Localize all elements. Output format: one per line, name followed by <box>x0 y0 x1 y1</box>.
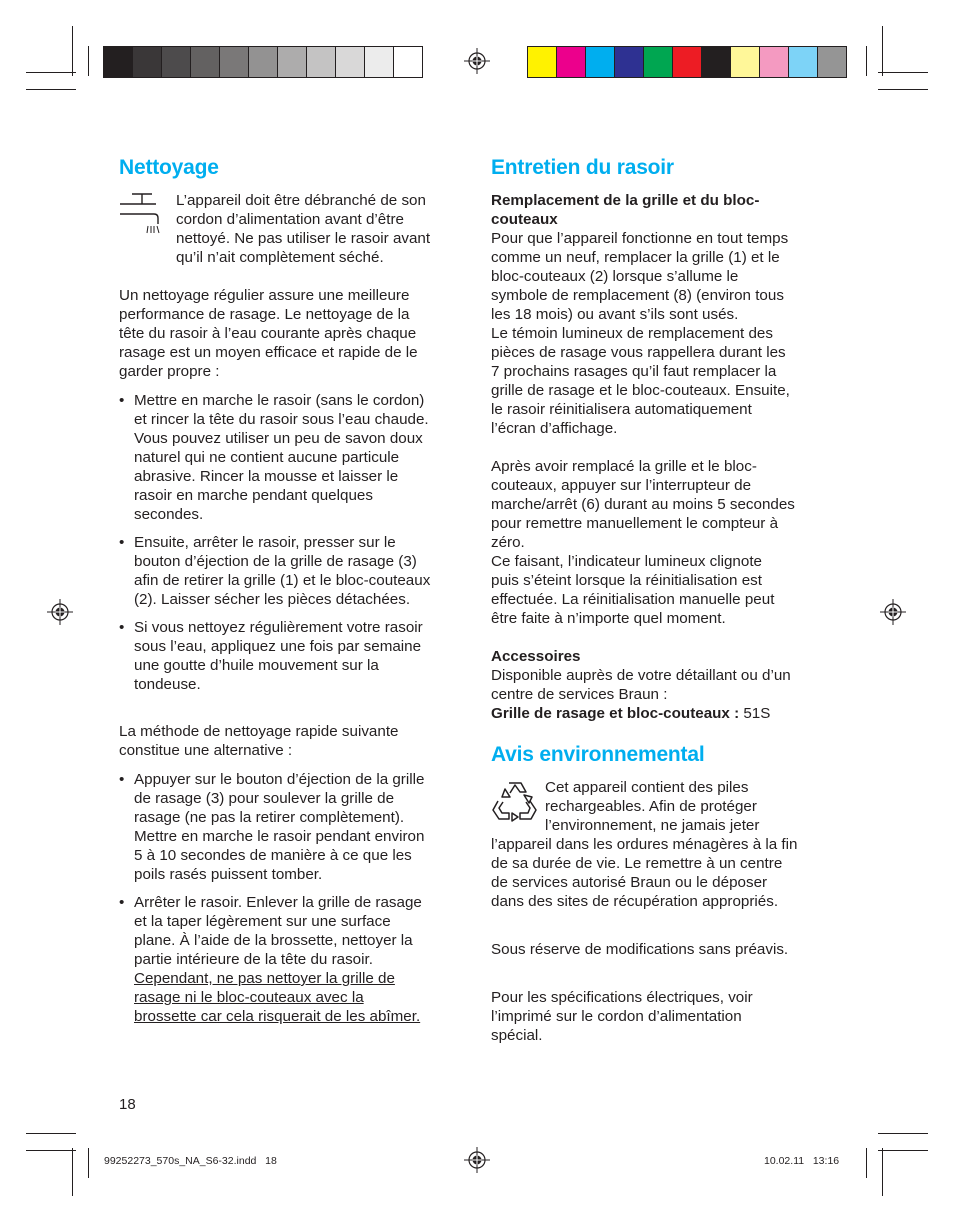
text-line: 7 prochains rasages qu’il faut remplacer la <box>491 363 777 380</box>
crop-mark <box>878 72 928 73</box>
warning-text: rasage ni le bloc-couteaux avec la <box>134 989 364 1006</box>
color-swatch <box>818 47 846 77</box>
text-line: qu’il n’ait complètement séché. <box>176 249 384 266</box>
crop-mark <box>882 26 883 76</box>
color-swatch <box>673 47 702 77</box>
cleaning-step <box>119 533 469 609</box>
grayscale-color-bar <box>103 46 423 78</box>
color-swatch <box>557 47 586 77</box>
crop-mark <box>88 1148 89 1178</box>
text-line: rasage est un moyen efficace et rapide de le <box>119 344 418 361</box>
text-line: constitue une alternative : <box>119 742 293 759</box>
text-line <box>134 1007 469 1026</box>
text-line: cordon d’alimentation avant d’être <box>176 211 404 228</box>
color-swatch <box>394 47 422 77</box>
text-line: le rasoir réinitialisera automatiquement <box>491 401 752 418</box>
cleaning-step <box>119 391 469 524</box>
color-swatch <box>615 47 644 77</box>
text-line: l’imprimé sur le cordon d’alimentation <box>491 1008 742 1025</box>
section-title-environnement: Avis environnemental <box>491 743 705 766</box>
text-line: marche/arrêt (6) durant au moins 5 secondes <box>491 496 795 513</box>
crop-mark <box>72 1148 73 1196</box>
text-line: • Appuyer sur le bouton d’éjection de la grille <box>134 771 425 788</box>
color-swatch <box>278 47 307 77</box>
text-line: garder propre : <box>119 363 220 380</box>
warning-text: Cependant, ne pas nettoyer la grille de <box>134 970 395 987</box>
text-line: être faite à n’importe quel moment. <box>491 610 726 627</box>
text-line: zéro. <box>491 534 525 551</box>
registration-mark-icon <box>880 599 906 625</box>
color-swatch <box>528 47 557 77</box>
text-line: • Si vous nettoyez régulièrement votre rasoir <box>134 619 423 636</box>
color-swatch <box>644 47 673 77</box>
text-line: pour remettre manuellement le compteur à <box>491 515 779 532</box>
text-line: sous l’eau, appliquez une fois par semaine <box>134 638 422 655</box>
crop-mark <box>866 46 867 76</box>
text-line: pièces de rasage vous rappellera durant les <box>491 344 786 361</box>
text-line: puis s’éteint lorsque la réinitialisation est <box>491 572 762 589</box>
text-line: Un nettoyage régulier assure une meilleure <box>119 287 410 304</box>
text-line: les 18 mois) ou avant s’ils sont usés. <box>491 306 739 323</box>
text-line: grille de rasage et le bloc-couteaux. Ensuite, <box>491 382 790 399</box>
registration-mark-icon <box>464 48 490 74</box>
modification-notice: Sous réserve de modifications sans préavis. <box>491 941 789 958</box>
text-line: de sa durée de vie. Le remettre à un centre <box>491 855 783 872</box>
nettoyage-paragraph <box>119 286 469 381</box>
crop-mark <box>882 1148 883 1196</box>
text-line: Le témoin lumineux de remplacement des <box>491 325 773 342</box>
text-line: secondes. <box>134 506 204 523</box>
text-line: spécial. <box>491 1027 543 1044</box>
color-swatch <box>789 47 818 77</box>
text-line: L’appareil doit être débranché de son <box>176 192 426 209</box>
text-line: couteaux, appuyer sur l’interrupteur de <box>491 477 752 494</box>
text-line: rasoir en marche pendant quelques <box>134 487 373 504</box>
text-line: comme un neuf, remplacer la grille (1) et le <box>491 249 780 266</box>
accessories-item-label: Grille de rasage et bloc-couteaux : <box>491 705 740 722</box>
nettoyage-intro <box>176 191 466 267</box>
text-line: Après avoir remplacé la grille et le bloc- <box>491 458 757 475</box>
text-line: Pour les spécifications électriques, voir <box>491 989 753 1006</box>
accessories-paragraph <box>491 666 836 704</box>
page-number: 18 <box>119 1096 136 1113</box>
color-swatch <box>133 47 162 77</box>
cleaning-step <box>119 618 469 694</box>
text-line: abrasive. Rincer la mousse et laisser le <box>134 468 399 485</box>
crop-mark <box>88 46 89 76</box>
color-swatch <box>162 47 191 77</box>
text-line: l’appareil dans les ordures ménagères à la fin <box>491 836 798 853</box>
text-line: naturel qui ne contient aucune particule <box>134 449 400 466</box>
text-line: • Ensuite, arrêter le rasoir, presser sur le <box>134 534 396 551</box>
text-line: Cet appareil contient des piles <box>545 779 749 796</box>
text-line: • Arrêter le rasoir. Enlever la grille de rasage <box>134 894 422 911</box>
text-line: tondeuse. <box>134 676 201 693</box>
subheading-accessories: Accessoires <box>491 648 581 665</box>
text-line <box>134 988 469 1007</box>
text-line: Mettre en marche le rasoir pendant environ <box>134 828 425 845</box>
text-line: rechargeables. Afin de protéger <box>545 798 757 815</box>
crop-mark <box>72 26 73 76</box>
text-line: 5 à 10 secondes de manière à ce que les <box>134 847 412 864</box>
text-line: l’environnement, ne jamais jeter <box>545 817 760 834</box>
quick-cleaning-step <box>119 770 469 884</box>
section-title-entretien: Entretien du rasoir <box>491 156 674 179</box>
text-line: Pour que l’appareil fonctionne en tout temps <box>491 230 789 247</box>
color-swatch <box>220 47 249 77</box>
warning-text: brossette car cela risquerait de les abîmer. <box>134 1008 421 1025</box>
quick-cleaning-step <box>119 893 469 1026</box>
registration-mark-icon <box>464 1147 490 1173</box>
text-line: tête du rasoir à l’eau courante après chaque <box>119 325 417 342</box>
text-line <box>134 969 469 988</box>
alternative-method-paragraph <box>119 722 469 760</box>
crop-mark <box>866 1148 867 1178</box>
environment-paragraph <box>491 835 836 911</box>
text-line: rasage (ne pas la retirer complètement). <box>134 809 405 826</box>
text-line: plane. À l’aide de la brossette, nettoyer la <box>134 932 413 949</box>
color-swatch <box>586 47 615 77</box>
process-color-bar <box>527 46 847 78</box>
environment-body <box>491 778 836 1045</box>
text-line: et la taper légèrement sur une surface <box>134 913 391 930</box>
color-swatch <box>702 47 731 77</box>
crop-mark <box>26 1133 76 1134</box>
crop-mark <box>26 89 76 90</box>
footer-date-time: 10.02.11 13:16 <box>764 1155 840 1167</box>
text-line: et rincer la tête du rasoir sous l’eau chaude. <box>134 411 429 428</box>
text-line: bloc-couteaux (2) lorsque s’allume le <box>491 268 739 285</box>
color-swatch <box>760 47 789 77</box>
nettoyage-steps-list <box>119 391 469 694</box>
unplug-water-icon <box>118 192 164 234</box>
subheading-replacement <box>491 191 836 229</box>
environment-intro <box>491 778 836 835</box>
color-swatch <box>307 47 336 77</box>
text-line: Ce faisant, l’indicateur lumineux clignote <box>491 553 762 570</box>
replacement-paragraph <box>491 229 836 438</box>
color-swatch <box>104 47 133 77</box>
text-line: bouton d’éjection de la grille de rasage (3) <box>134 553 417 570</box>
text-line: symbole de remplacement (8) (environ tous <box>491 287 784 304</box>
text-line: La méthode de nettoyage rapide suivante <box>119 723 399 740</box>
crop-mark <box>26 72 76 73</box>
color-swatch <box>191 47 220 77</box>
text-line: de rasage (3) pour soulever la grille de <box>134 790 395 807</box>
crop-mark <box>878 1150 928 1151</box>
text-line: effectuée. La réinitialisation manuelle peut <box>491 591 775 608</box>
text-line: de services autorisé Braun ou le déposer <box>491 874 768 891</box>
accessories-item <box>491 704 836 723</box>
text-line: (2). Laisser sécher les pièces détachées. <box>134 591 411 608</box>
text-line: une goutte d’huile mouvement sur la <box>134 657 379 674</box>
text-line: • Mettre en marche le rasoir (sans le cordon) <box>134 392 425 409</box>
text-line: l’écran d’affichage. <box>491 420 618 437</box>
crop-mark <box>26 1150 76 1151</box>
text-line: centre de services Braun : <box>491 686 668 703</box>
text-line: performance de rasage. Le nettoyage de la <box>119 306 410 323</box>
text-line: Vous pouvez utiliser un peu de savon doux <box>134 430 423 447</box>
crop-mark <box>878 89 928 90</box>
text-line: afin de retirer la grille (1) et le bloc-couteaux <box>134 572 431 589</box>
crop-mark <box>878 1133 928 1134</box>
accessories-item-value: 51S <box>739 705 771 722</box>
nettoyage-body <box>119 286 469 1035</box>
color-swatch <box>365 47 394 77</box>
text-line: Remplacement de la grille et du bloc- <box>491 192 760 209</box>
electrical-specs-note <box>491 988 836 1045</box>
color-swatch <box>731 47 760 77</box>
color-swatch <box>249 47 278 77</box>
registration-mark-icon <box>47 599 73 625</box>
entretien-body <box>491 191 836 723</box>
reset-paragraph <box>491 457 836 628</box>
text-line: partie intérieure de la tête du rasoir. <box>134 951 373 968</box>
footer-file-info: 99252273_570s_NA_S6-32.indd 18 <box>104 1155 277 1167</box>
text-line: Disponible auprès de votre détaillant ou d’un <box>491 667 791 684</box>
text-line: poils rasés puissent tomber. <box>134 866 323 883</box>
section-title-nettoyage: Nettoyage <box>119 156 219 179</box>
text-line: dans des sites de récupération appropriés. <box>491 893 779 910</box>
text-line: nettoyé. Ne pas utiliser le rasoir avant <box>176 230 431 247</box>
text-line: couteaux <box>491 211 558 228</box>
quick-cleaning-list <box>119 770 469 1026</box>
color-swatch <box>336 47 365 77</box>
